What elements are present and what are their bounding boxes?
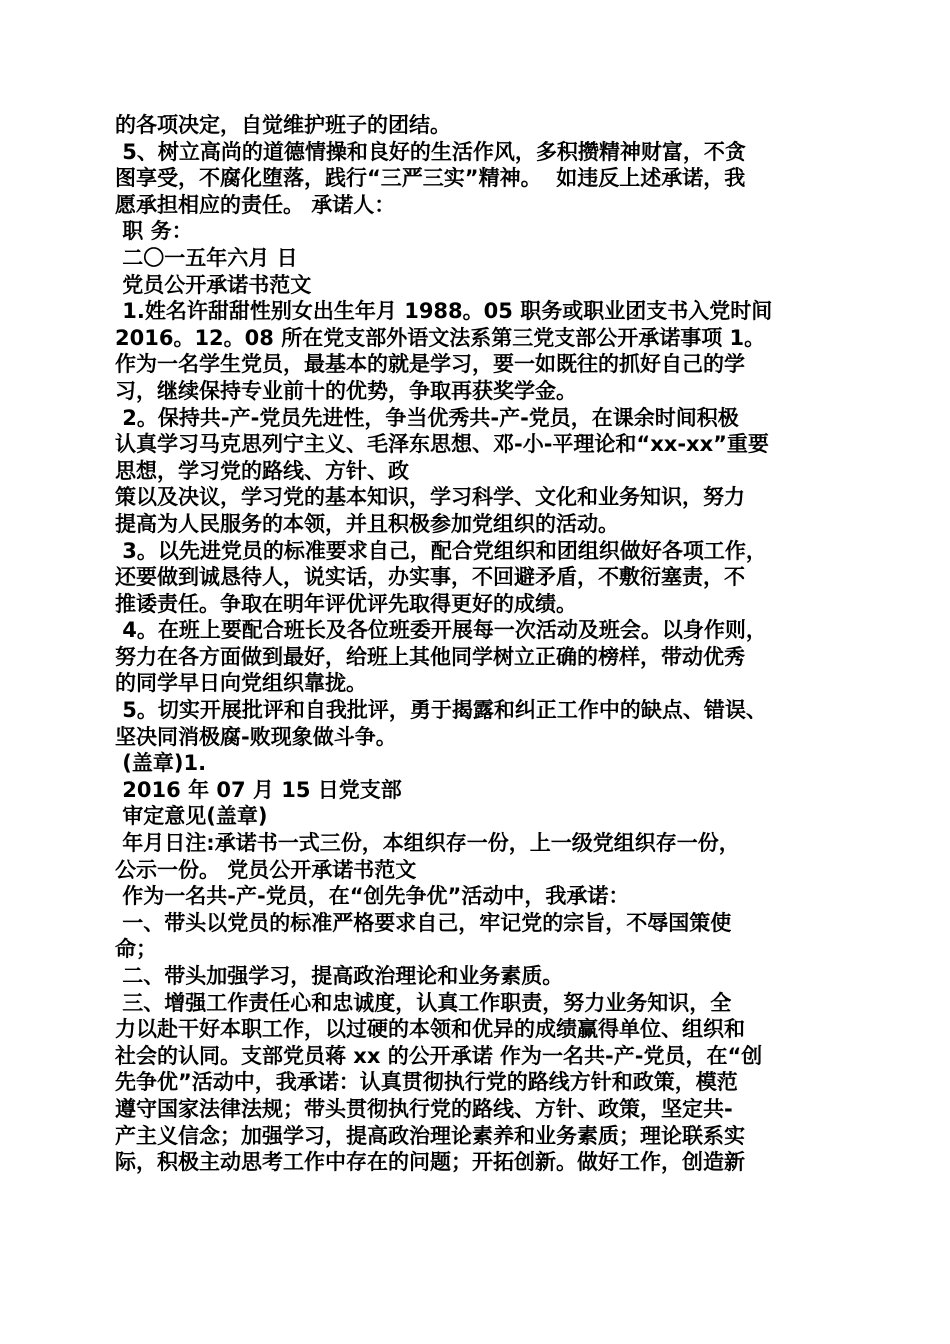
text-line: 遵守国家法律法规；带头贯彻执行党的路线、方针、政策，坚定共- <box>115 1096 733 1121</box>
text-line: 2。保持共-产-党员先进性，争当优秀共-产-党员，在课余时间积极 <box>115 405 739 430</box>
text-line: 作为一名共-产-党员，在“创先争优”活动中，我承诺： <box>115 884 630 909</box>
text-line: 策以及决议，学习党的基本知识，学习科学、文化和业务知识，努力 <box>115 485 745 510</box>
text-line: 的各项决定，自觉维护班子的团结。 <box>115 113 451 137</box>
text-line: 提高为人民服务的本领，并且积极参加党组织的活动。 <box>115 511 619 536</box>
text-line: 还要做到诚恳待人，说实话，办实事，不回避矛盾，不敷衍塞责，不 <box>115 565 745 590</box>
text-line: 二、带头加强学习，提高政治理论和业务素质。 <box>115 964 564 988</box>
text-line: 4。在班上要配合班长及各位班委开展每一次活动及班会。以身作则， <box>115 618 767 643</box>
document-body <box>115 112 850 1176</box>
text-line: 审定意见(盖章) <box>115 804 268 829</box>
text-line: 5、树立高尚的道德情操和良好的生活作风，多积攒精神财富，不贪 <box>115 139 746 164</box>
text-line: 的同学早日向党组织靠拢。 <box>115 671 367 696</box>
text-line: 推诿责任。争取在明年评优评先取得更好的成绩。 <box>115 591 577 616</box>
text-line: 三、增强工作责任心和忠诚度，认真工作职责，努力业务知识，全 <box>115 990 732 1015</box>
text-line: 2016 年 07 月 15 日党支部 <box>115 777 402 802</box>
text-line: 党员公开承诺书范文 <box>115 272 312 297</box>
text-line: 思想，学习党的路线、方针、政 <box>115 458 409 483</box>
text-line: 愿承担相应的责任。 承诺人： <box>115 192 396 217</box>
text-line: 力以赴干好本职工作，以过硬的本领和优异的成绩赢得单位、组织和 <box>115 1017 745 1042</box>
text-line: 努力在各方面做到最好，给班上其他同学树立正确的榜样，带动优秀 <box>115 644 745 669</box>
text-line: 坚决同消极腐-败现象做斗争。 <box>115 724 397 749</box>
text-line: 3。以先进党员的标准要求自己，配合党组织和团组织做好各项工作， <box>115 538 767 563</box>
text-line: 习，继续保持专业前十的优势，争取再获奖学金。 <box>115 378 577 403</box>
text-line: 命； <box>115 937 157 962</box>
text-line: 一、带头以党员的标准严格要求自己，牢记党的宗旨，不辱国策使 <box>115 910 732 935</box>
text-line: 公示一份。 党员公开承诺书范文 <box>115 857 417 882</box>
text-line: 先争优”活动中，我承诺：认真贯彻执行党的路线方针和政策，模范 <box>115 1070 738 1095</box>
text-line: (盖章)1. <box>115 751 207 776</box>
text-line: 作为一名学生党员，最基本的就是学习，要一如既往的抓好自己的学 <box>115 352 745 377</box>
text-line: 产主义信念；加强学习，提高政治理论素养和业务素质；理论联系实 <box>115 1123 745 1148</box>
text-line: 际，积极主动思考工作中存在的问题；开拓创新。做好工作，创造新 <box>115 1150 745 1175</box>
text-line: 认真学习马克思列宁主义、毛泽东思想、邓-小-平理论和“xx-xx”重要 <box>115 432 769 457</box>
text-line: 图享受，不腐化堕落，践行“三严三实”精神。 如违反上述承诺，我 <box>115 166 746 191</box>
text-line: 二〇一五年六月 日 <box>115 245 298 270</box>
text-line: 2016。12。08 所在党支部外语文法系第三党支部公开承诺事项 1。 <box>115 325 766 350</box>
text-line: 社会的认同。支部党员蒋 xx 的公开承诺 作为一名共-产-党员，在“创 <box>115 1043 763 1068</box>
text-line: 职 务： <box>115 219 193 244</box>
text-line: 年月日注:承诺书一式三份，本组织存一份，上一级党组织存一份， <box>115 831 740 856</box>
text-line: 5。切实开展批评和自我批评，勇于揭露和纠正工作中的缺点、错误、 <box>115 698 767 723</box>
text-line: 1.姓名许甜甜性别女出生年月 1988。05 职务或职业团支书入党时间 <box>115 299 773 324</box>
